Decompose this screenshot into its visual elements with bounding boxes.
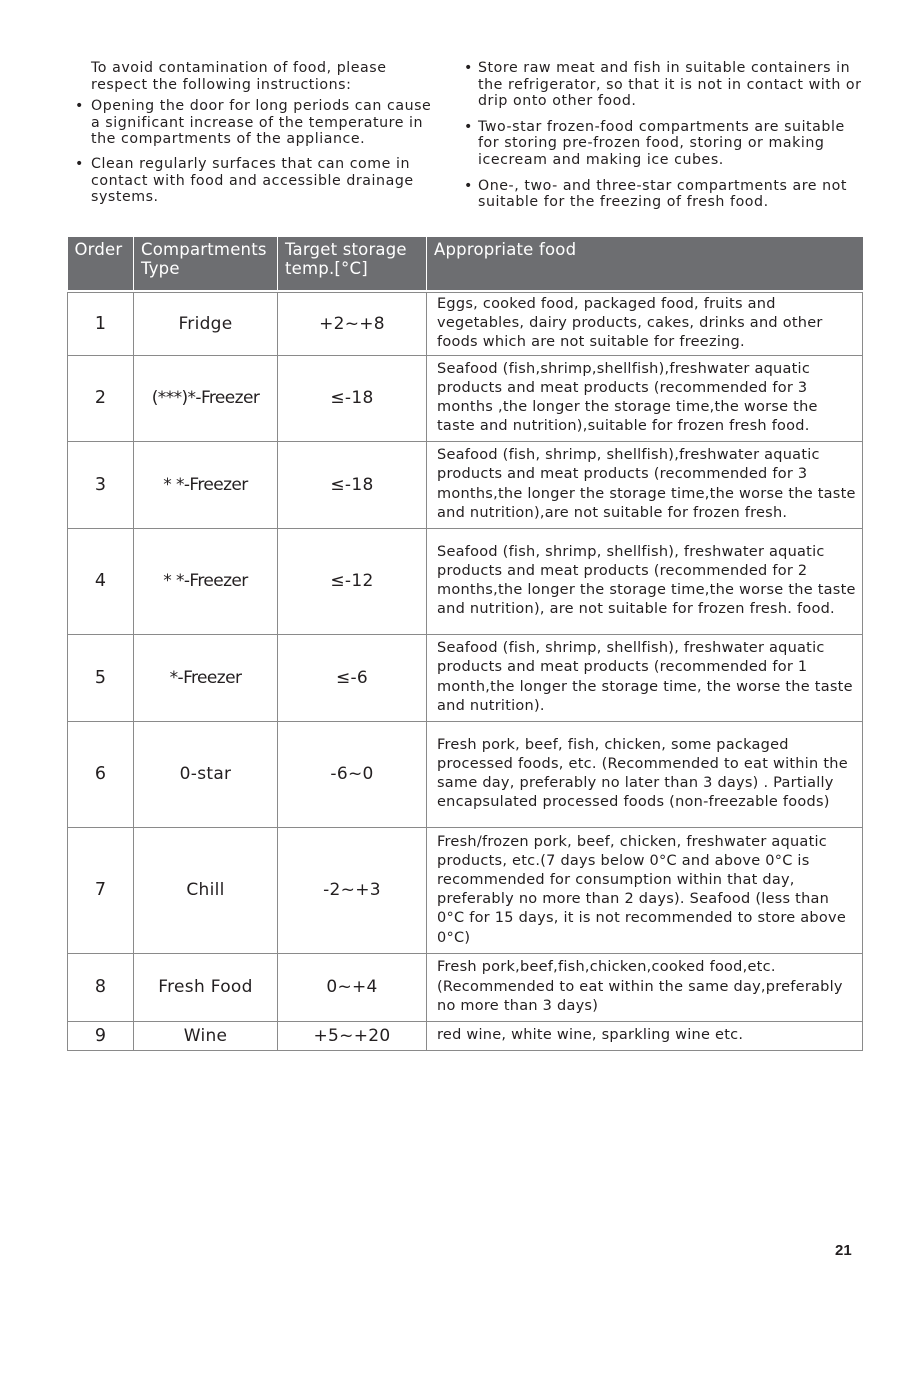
food-cell: Fresh/frozen pork, beef, chicken, freshwater aquatic products, etc.(7 days below 0°C and above 0°C is recommended for consumption within that day, preferably no more than 2 days). Seafood (less than 0°C for 15 days, it is not recommended to store above 0°C) [427,827,863,953]
order-cell: 4 [68,528,134,634]
page-number: 21 [835,1242,852,1259]
table-row [68,827,863,953]
order-cell: 6 [68,721,134,827]
type-cell: * *-Freezer [134,441,278,528]
intro-left-column [72,60,444,214]
order-cell: 8 [68,953,134,1021]
table-row [68,528,863,634]
table-row [68,1021,863,1050]
order-cell: 1 [68,293,134,356]
bullet-item: • Store raw meat and fish in suitable containers in the refrigerator, so that it is not in contact with or drip onto other food. [462,60,862,110]
intro-lead: To avoid contamination of food, please respect the following instructions: [91,60,387,93]
table-header-row [68,237,863,290]
type-cell: Fridge [134,293,278,356]
table-row [68,293,863,356]
order-cell: 7 [68,827,134,953]
table-row [68,953,863,1021]
left-bullet-list [72,98,444,206]
bullet-item: • Clean regularly surfaces that can come in contact with food and accessible drainage systems. [72,156,444,206]
temp-cell: -2~+3 [278,827,427,953]
temp-cell: ≤-18 [278,355,427,441]
order-cell: 9 [68,1021,134,1050]
header-temp: Target storage temp.[°C] [278,237,427,290]
food-cell: Seafood (fish,shrimp,shellfish),freshwater aquatic products and meat products (recommended for 3 months ,the longer the storage time,the worse the taste and nutrition),suitable for frozen fresh food. [427,355,863,441]
food-cell: red wine, white wine, sparkling wine etc. [427,1021,863,1050]
type-cell: *-Freezer [134,634,278,721]
table-row [68,355,863,441]
food-cell: Seafood (fish, shrimp, shellfish), freshwater aquatic products and meat products (recommended for 1 month,the longer the storage time, the worse the taste and nutrition). [427,634,863,721]
intro-right-column [462,60,862,220]
table-row [68,634,863,721]
temp-cell: +2~+8 [278,293,427,356]
temp-cell: ≤-18 [278,441,427,528]
storage-table [67,237,863,1051]
temp-cell: ≤-12 [278,528,427,634]
temp-cell: ≤-6 [278,634,427,721]
food-cell: Fresh pork, beef, fish, chicken, some packaged processed foods, etc. (Recommended to eat within the same day, preferably no later than 3 days) . Partially encapsulated processed foods (non-freezable foods) [427,721,863,827]
table-row [68,721,863,827]
type-cell: Fresh Food [134,953,278,1021]
food-cell: Eggs, cooked food, packaged food, fruits and vegetables, dairy products, cakes, drinks and other foods which are not suitable for freezing. [427,293,863,356]
right-bullet-list [462,60,862,211]
type-cell: Wine [134,1021,278,1050]
bullet-item: • Opening the door for long periods can cause a significant increase of the temperature in the compartments of the appliance. [72,98,444,148]
type-cell: Chill [134,827,278,953]
header-compartments: Compartments Type [134,237,278,290]
order-cell: 2 [68,355,134,441]
header-food: Appropriate food [427,237,863,290]
type-cell: (***)*-Freezer [134,355,278,441]
temp-cell: -6~0 [278,721,427,827]
header-order: Order [68,237,134,290]
order-cell: 5 [68,634,134,721]
order-cell: 3 [68,441,134,528]
table-row [68,441,863,528]
temp-cell: 0~+4 [278,953,427,1021]
food-cell: Fresh pork,beef,fish,chicken,cooked food,etc. (Recommended to eat within the same day,preferably no more than 3 days) [427,953,863,1021]
food-cell: Seafood (fish, shrimp, shellfish),freshwater aquatic products and meat products (recommended for 3 months,the longer the storage time,the worse the taste and nutrition),are not suitable for frozen fresh. [427,441,863,528]
type-cell: * *-Freezer [134,528,278,634]
type-cell: 0-star [134,721,278,827]
temp-cell: +5~+20 [278,1021,427,1050]
bullet-item: • Two-star frozen-food compartments are suitable for storing pre-frozen food, storing or making icecream and making ice cubes. [462,119,862,169]
food-cell: Seafood (fish, shrimp, shellfish), freshwater aquatic products and meat products (recommended for 2 months,the longer the storage time,the worse the taste and nutrition), are not suitable for frozen fresh. food. [427,528,863,634]
bullet-item: • One-, two- and three-star compartments are not suitable for the freezing of fresh food. [462,178,862,211]
